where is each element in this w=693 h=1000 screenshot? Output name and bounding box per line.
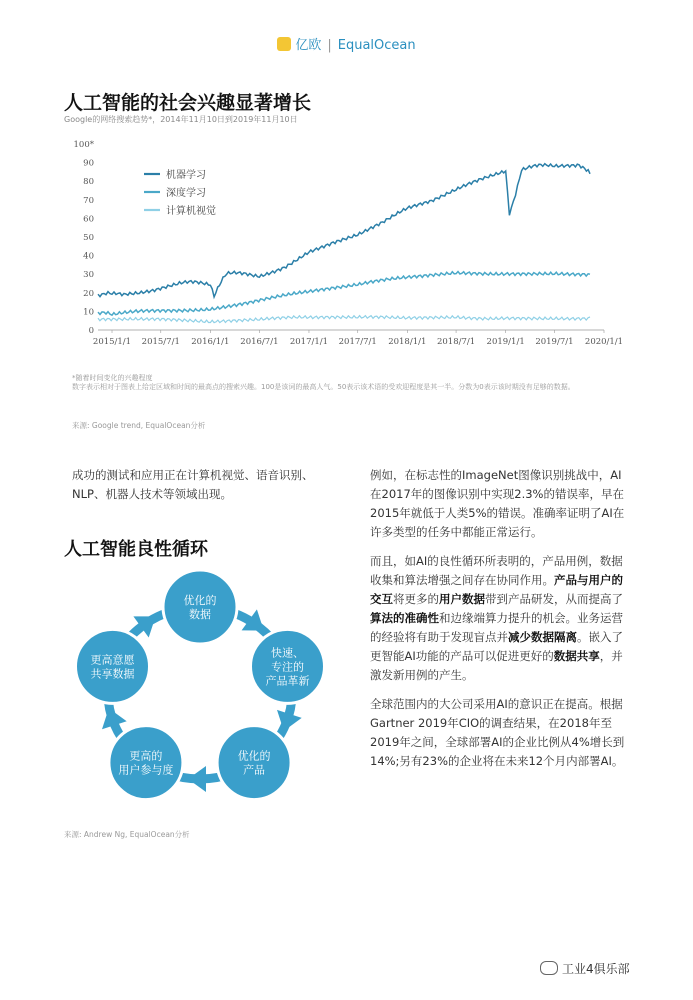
brand-en: EqualOcean — [337, 38, 416, 53]
right-column — [370, 466, 632, 781]
cycle-node-label: 优化的 — [183, 594, 217, 607]
legend-label: 计算机视觉 — [166, 206, 216, 217]
brand-cn: 亿欧 — [295, 38, 322, 53]
cycle-node — [163, 570, 237, 644]
cycle-arrowhead — [188, 766, 206, 792]
section-title-interest: 人工智能的社会兴趣显著增长 — [64, 92, 312, 114]
watermark — [540, 960, 630, 977]
y-tick-label: 10 — [83, 307, 94, 318]
cycle-node-label: 更高的 — [129, 749, 163, 763]
trend-chart-svg — [64, 130, 639, 355]
virtuous-cycle-svg — [60, 568, 340, 818]
y-tick-label: 90 — [83, 158, 94, 169]
paragraph-synergy: 而且，如AI的良性循环所表明的，产品用例，数据收集和算法增强之间存在协同作用。产品与用户的交互将更多的用户数据带到产品研发，从而提高了算法的准确性和边缘端算力提升的机会。业务运营的经验将有助于发现盲点并减少数据隔离。嵌入了更智能AI功能的产品可以促进更好的数据共享，并激发新用例的产生。 — [370, 554, 623, 682]
y-tick-label: 0 — [88, 326, 94, 336]
series-line — [98, 164, 590, 297]
y-tick-label: 100* — [73, 140, 94, 150]
brand-logo — [0, 34, 693, 53]
trend-chart — [64, 130, 639, 355]
x-tick-label: 2015/7/1 — [141, 337, 180, 347]
cycle-node-label: 专注的 — [270, 660, 304, 674]
yiou-logo-icon — [277, 37, 291, 51]
cycle-node-label: 优化的 — [237, 749, 271, 763]
x-tick-label: 2020/1/1 — [584, 337, 624, 347]
x-tick-label: 2019/7/1 — [535, 337, 574, 347]
wechat-icon — [540, 961, 558, 975]
y-tick-label: 30 — [83, 270, 94, 281]
x-tick-label: 2016/7/1 — [240, 337, 279, 347]
series-line — [98, 272, 590, 316]
series-line — [98, 316, 590, 323]
legend-label: 机器学习 — [166, 170, 206, 181]
watermark-label: 工业4俱乐部 — [562, 962, 630, 976]
x-tick-label: 2018/1/1 — [388, 337, 427, 347]
section-title-cycle: 人工智能良性循环 — [64, 539, 208, 560]
x-tick-label: 2017/7/1 — [338, 337, 377, 347]
chart-source: 来源: Google trend, EqualOcean分析 — [72, 421, 206, 430]
paragraph-imagenet: 例如，在标志性的ImageNet图像识别挑战中，AI在2017年的图像识别中实现2.3%的错误率，早在2015年就低于人类5%的错误。准确率证明了AI在许多类型的任务中都能正常运行。 — [370, 468, 625, 539]
y-tick-label: 50 — [83, 233, 94, 243]
y-tick-label: 60 — [83, 214, 94, 225]
x-tick-label: 2015/1/1 — [92, 337, 132, 347]
cycle-node-label: 共享数据 — [90, 667, 135, 681]
chart-footnote: *随着时间变化的兴趣程度 数字表示相对于图表上给定区域和时间的最高点的搜索兴趣。100是该词的最高人气。50表示该术语的受欢迎程度是其一半。分数为0表示该时期没有足够的数据。 — [72, 374, 575, 392]
y-tick-label: 80 — [83, 177, 94, 188]
cycle-node-label: 产品革新 — [265, 674, 310, 688]
x-tick-label: 2017/1/1 — [289, 337, 329, 347]
cycle-node-label: 更高意愿 — [90, 653, 135, 667]
cycle-node-label: 快速、 — [270, 646, 304, 660]
y-tick-label: 20 — [83, 288, 94, 299]
cycle-node-label: 数据 — [189, 608, 211, 621]
cycle-node-label: 用户参与度 — [118, 763, 174, 777]
brand-separator: | — [327, 38, 332, 53]
virtuous-cycle-diagram — [60, 568, 340, 818]
x-tick-label: 2016/1/1 — [191, 337, 230, 347]
paragraph-gartner: 全球范围内的大公司采用AI的意识正在提高。根据Gartner 2019年CIO的调查结果，在2018年至2019年之间，全球部署AI的企业比例从4%增长到14%;另有23%的企业将在未来12个月内部署AI。 — [370, 697, 625, 768]
legend-label: 深度学习 — [166, 188, 206, 199]
chart-subtitle: Google的网络搜索趋势*，2014年11月10日到2019年11月10日 — [64, 115, 298, 124]
x-tick-label: 2019/1/1 — [486, 337, 525, 347]
y-tick-label: 70 — [83, 195, 94, 206]
left-paragraph: 成功的测试和应用正在计算机视觉、语音识别、NLP、机器人技术等领域出现。 — [72, 468, 314, 501]
diagram-source: 来源: Andrew Ng, EqualOcean分析 — [64, 830, 190, 839]
x-tick-label: 2018/7/1 — [436, 337, 476, 347]
cycle-node-label: 产品 — [243, 763, 266, 777]
y-tick-label: 40 — [83, 251, 94, 262]
